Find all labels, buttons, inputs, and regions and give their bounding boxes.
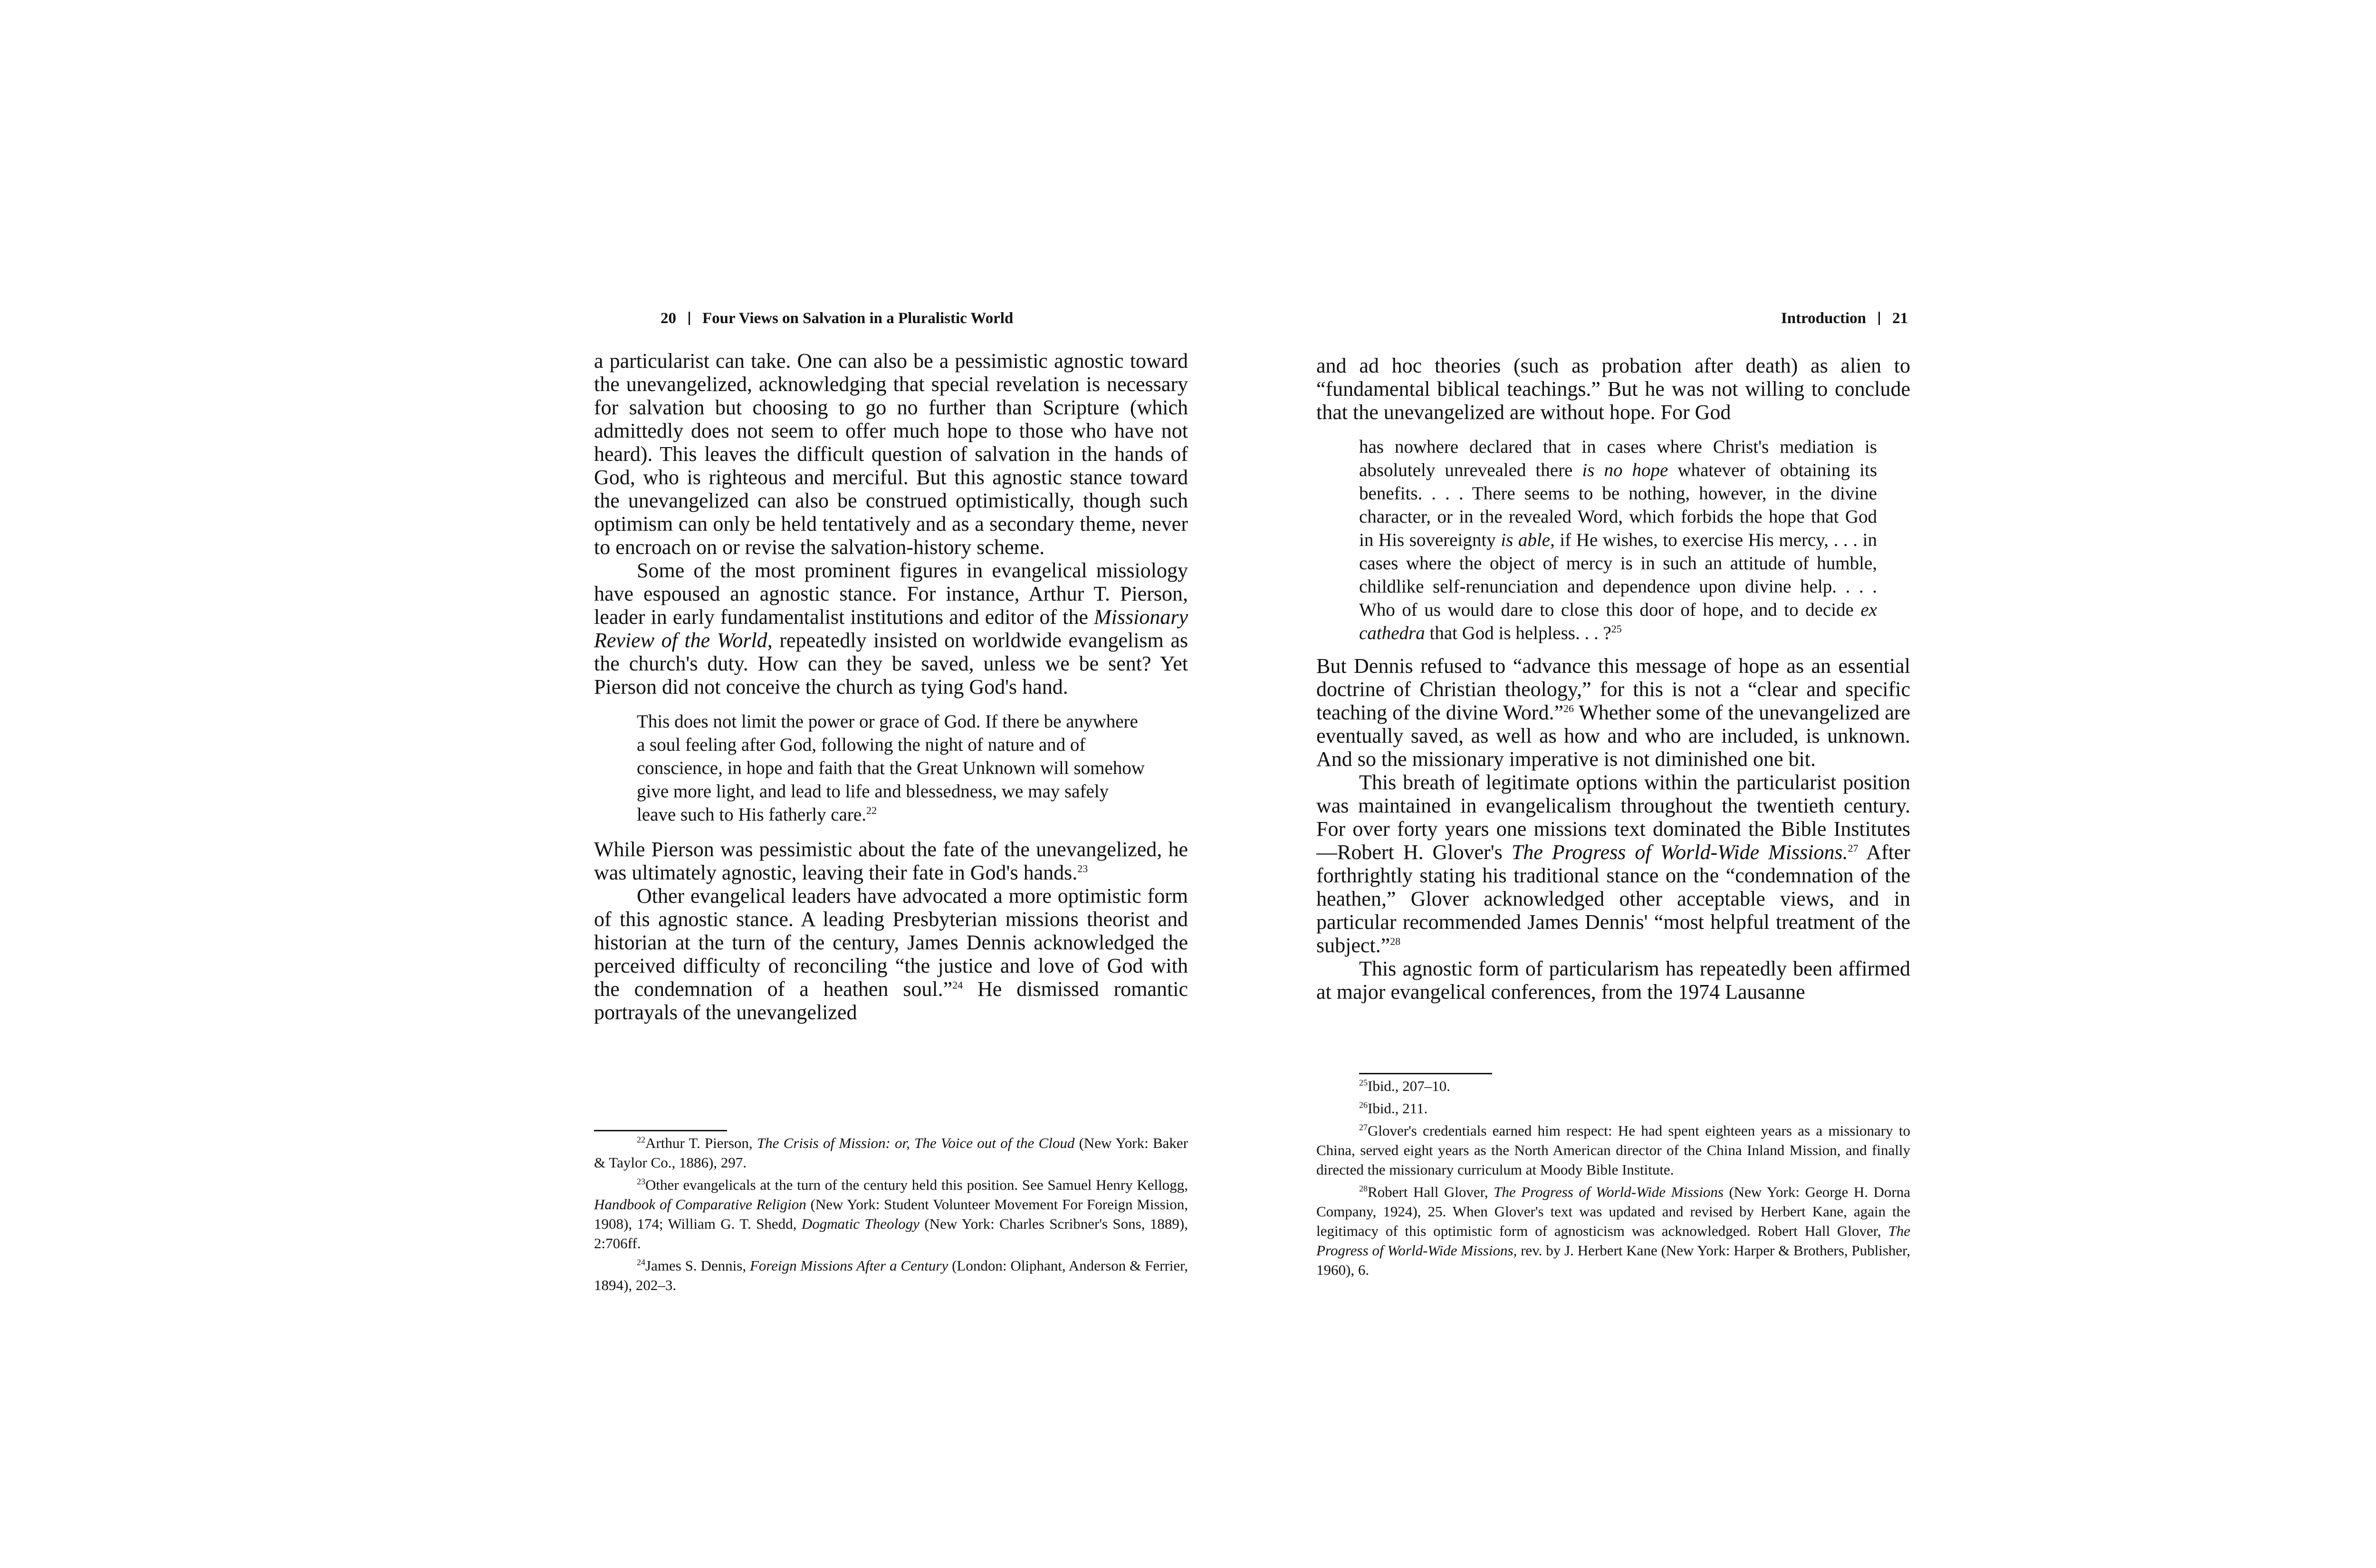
- left-p4-text-b: He dismissed romantic portrayals of the unevangelized: [594, 977, 1188, 1024]
- right-quote-text-a: has nowhere declared that in cases where Christ's mediation is absolutely unrevealed there: [1359, 437, 1877, 480]
- running-head-separator: [689, 312, 690, 325]
- footnote-28-number: 28: [1359, 1184, 1368, 1194]
- right-footnote-rule: [1359, 1073, 1492, 1074]
- fn25-text: Ibid., 207–10.: [1368, 1078, 1450, 1094]
- right-running-title: Introduction: [1781, 310, 1866, 327]
- footnote-ref-26[interactable]: 26: [1563, 702, 1574, 715]
- right-quote-italic-2: is able,: [1501, 530, 1555, 550]
- footnote-27: [1316, 1121, 1910, 1179]
- right-p3-text-b: After forthrightly stating his traditional stance on the “condemnation of the heathen,” Glover acknowledged other acceptable views, and in particular recommended James Dennis' “most helpful treatment of the subject.”: [1316, 841, 1911, 957]
- fn22-text-b: (New York: Baker & Taylor Co., 1886), 297.: [594, 1135, 1188, 1171]
- footnote-23: [594, 1175, 1188, 1253]
- fn23-text-c: (New York: Charles Scribner's Sons, 1889), 2:706ff.: [594, 1215, 1188, 1252]
- right-page-number: 21: [1892, 310, 1908, 327]
- left-footnotes: [594, 1133, 1188, 1298]
- left-quote-text: This does not limit the power or grace of God. If there be anywhere a soul feeling after God, following the night of nature and of conscience, in hope and faith that the Great Unknown will somehow give more light, and lead to life and blessedness, we may safely leave such to His fatherly care.: [637, 711, 1145, 825]
- right-p3-italic-title: The Progress of World-Wide Missions.: [1511, 841, 1848, 864]
- fn28-text-b: (New York: George H. Dorna Company, 1924), 25. When Glover's text was updated and revised by Herbert Kane, again the legitimacy of this optimistic form of agnosticism was acknowledged. Robert Hall Glover,: [1316, 1184, 1911, 1239]
- footnote-26-number: 26: [1359, 1100, 1368, 1110]
- fn23-italic-2: Dogmatic Theology: [801, 1215, 920, 1232]
- fn28-italic-1: The Progress of World-Wide Missions: [1494, 1184, 1724, 1200]
- right-quote-italic-1: is no hope: [1582, 460, 1668, 480]
- footnote-ref-27[interactable]: 27: [1848, 842, 1859, 854]
- right-paragraph-2: [1316, 654, 1910, 771]
- right-p2-text-a: But Dennis refused to “advance this message of hope as an essential doctrine of Christian theology,” for this is not a “clear and specific teaching of the divine Word.”: [1316, 654, 1910, 724]
- fn28-italic-2: The Progress of World-Wide Missions,: [1316, 1223, 1910, 1259]
- left-p2-text-b: repeatedly insisted on worldwide evangelism as the church's duty. How can they be saved, unless we be sent? Yet Pierson did not conceive the church as tying God's hand.: [594, 629, 1188, 698]
- fn22-italic: The Crisis of Mission: or, The Voice out of the Cloud: [757, 1135, 1075, 1151]
- right-p3-text-a: This breath of legitimate options within the particularist position was maintained in evangelicalism throughout the twentieth century. For over forty years one missions text dominated the Bible Institutes—Robert H. Glover's: [1316, 771, 1910, 864]
- footnote-ref-25[interactable]: 25: [1611, 623, 1622, 635]
- fn27-text: Glover's credentials earned him respect: He had spent eighteen years as a missionary to China, served eight years as the North American director of the China Inland Mission, and finally directed the missionary curriculum at Moody Bible Institute.: [1316, 1122, 1910, 1178]
- left-p3-text: While Pierson was pessimistic about the fate of the unevangelized, he was ultimately agnostic, leaving their fate in God's hands.: [594, 838, 1188, 884]
- left-page-number: 20: [661, 310, 676, 327]
- left-p2-text-a: Some of the most prominent figures in evangelical missiology have espoused an agnostic stance. For instance, Arthur T. Pierson, leader in early fundamentalist institutions and editor of the: [594, 559, 1188, 629]
- left-running-title: Four Views on Salvation in a Pluralistic World: [702, 310, 1014, 327]
- footnote-28: [1316, 1182, 1910, 1280]
- footnote-24-number: 24: [637, 1257, 645, 1267]
- fn23-italic-1: Handbook of Comparative Religion: [594, 1196, 806, 1213]
- right-p2-text-b: Whether some of the unevangelized are eventually saved, as well as how and who are included, is unknown. And so the missionary imperative is not diminished one bit.: [1316, 701, 1910, 771]
- footnote-22-number: 22: [637, 1135, 645, 1145]
- left-paragraph-3: [594, 838, 1188, 884]
- fn28-text-a: Robert Hall Glover,: [1368, 1184, 1494, 1200]
- footnote-25-number: 25: [1359, 1078, 1368, 1088]
- left-body-text: [594, 349, 1188, 1024]
- footnote-ref-28[interactable]: 28: [1390, 935, 1401, 947]
- fn22-text-a: Arthur T. Pierson,: [645, 1135, 757, 1151]
- left-block-quote: [637, 710, 1150, 826]
- left-p4-text-a: Other evangelical leaders have advocated a more optimistic form of this agnostic stance. A leading Presbyterian missions theorist and historian at the turn of the century, James Dennis acknowledged the perceived difficulty of reconciling “the justice and love of God with the condemnation of a heathen soul.”: [594, 884, 1188, 1001]
- fn24-text-b: (London: Oliphant, Anderson & Ferrier, 1894), 202–3.: [594, 1257, 1188, 1293]
- left-footnote-rule: [594, 1130, 727, 1131]
- left-paragraph-2: [594, 559, 1188, 698]
- right-quote-italic-3: ex cathedra: [1359, 600, 1877, 643]
- right-quote-text-b: whatever of obtaining its benefits. . . . There seems to be nothing, however, in the divine character, or in the revealed Word, which forbids the hope that God in His sovereignty: [1359, 460, 1877, 550]
- right-quote-text-c: if He wishes, to exercise His mercy, . . . in cases where the object of mercy is in such an attitude of humble, childlike self-renunciation and dependence upon divine help. . . . Who of us would dare to close this door of hope, and to decide: [1359, 530, 1877, 620]
- right-paragraph-4: This agnostic form of particularism has repeatedly been affirmed at major evangelical conferences, from the 1974 Lausanne: [1316, 957, 1910, 1004]
- footnote-ref-23[interactable]: 23: [1077, 862, 1088, 875]
- footnote-ref-24[interactable]: 24: [952, 979, 963, 991]
- fn23-text-a: Other evangelicals at the turn of the century held this position. See Samuel Henry Kellogg,: [645, 1176, 1188, 1193]
- right-paragraph-3: [1316, 771, 1910, 957]
- fn26-text: Ibid., 211.: [1368, 1100, 1428, 1117]
- footnote-27-number: 27: [1359, 1122, 1368, 1132]
- right-block-quote: [1359, 435, 1877, 645]
- right-quote-text-d: that God is helpless. . . ?: [1425, 623, 1611, 643]
- fn28-text-c: rev. by J. Herbert Kane (New York: Harper & Brothers, Publisher, 1960), 6.: [1316, 1242, 1910, 1278]
- left-running-head: [661, 304, 1013, 333]
- footnote-23-number: 23: [637, 1176, 645, 1186]
- footnote-22: [594, 1133, 1188, 1172]
- right-body-text: [1316, 354, 1910, 1004]
- right-running-head: [1781, 304, 1908, 333]
- left-p2-italic-title: Missionary Review of the World,: [594, 605, 1188, 652]
- left-paragraph-1: a particularist can take. One can also be a pessimistic agnostic toward the unevangelized, acknowledging that special revelation is necessary for salvation but choosing to go no further than Scripture (which admittedly does not seem to offer much hope to those who have not heard). This leaves the difficult question of salvation in the hands of God, who is righteous and merciful. But this agnostic stance toward the unevangelized can also be construed optimistically, though such optimism can only be held tentatively and as a secondary theme, never to encroach on or revise the salvation-history scheme.: [594, 349, 1188, 559]
- footnote-24: [594, 1256, 1188, 1295]
- footnote-25: [1316, 1076, 1910, 1096]
- fn23-text-b: (New York: Student Volunteer Movement For Foreign Mission, 1908), 174; William G. T. Shedd,: [594, 1196, 1188, 1232]
- left-paragraph-4: [594, 884, 1188, 1024]
- fn24-text-a: James S. Dennis,: [645, 1257, 750, 1274]
- footnote-26: [1316, 1099, 1910, 1118]
- right-footnotes: [1316, 1076, 1910, 1282]
- running-head-separator: [1878, 312, 1880, 325]
- fn24-italic: Foreign Missions After a Century: [749, 1257, 948, 1274]
- footnote-ref-22[interactable]: 22: [866, 804, 877, 816]
- right-paragraph-1: and ad hoc theories (such as probation after death) as alien to “fundamental biblical teachings.” But he was not willing to conclude that the unevangelized are without hope. For God: [1316, 354, 1910, 424]
